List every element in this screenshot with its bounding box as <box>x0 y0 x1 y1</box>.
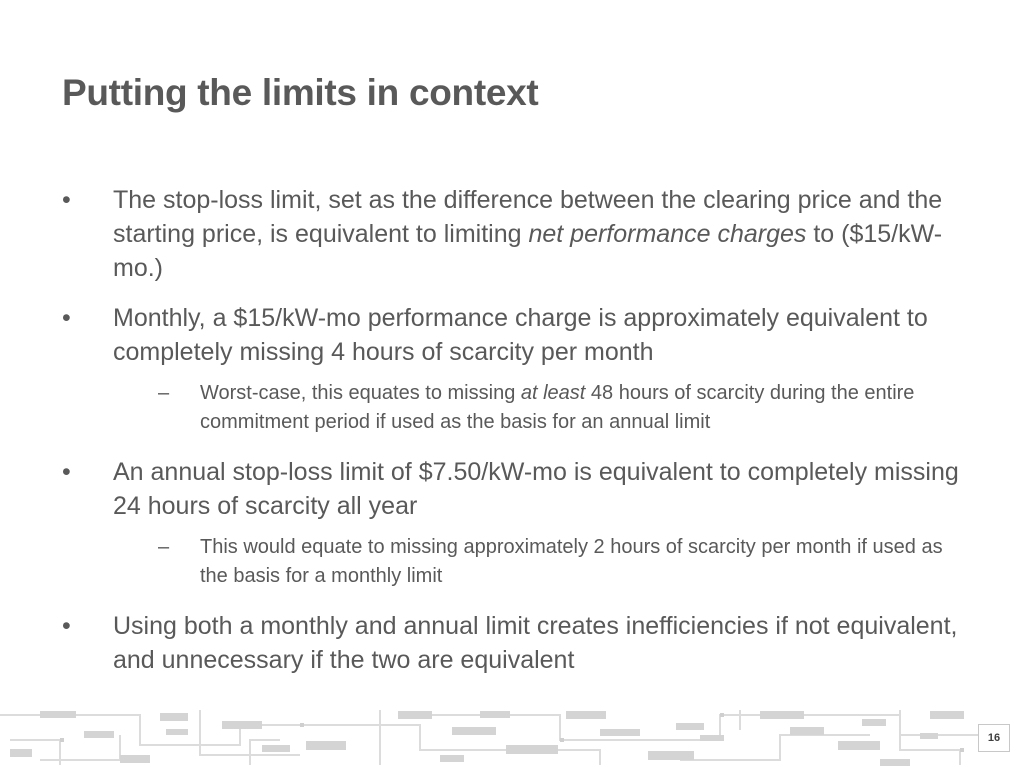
sub-bullet-text-end: 48 hours of scarcity during the entire commitment period if used as the basis for an annual limit <box>200 382 915 433</box>
sub-bullet-text: Worst-case, this equates to missing <box>200 382 521 404</box>
bullet-item-4 <box>62 609 962 677</box>
sub-bullet-text: This would equate to missing approximately 2 hours of scarcity per month if used as the basis for a monthly limit <box>200 536 943 587</box>
bullet-list <box>62 183 962 693</box>
bullet-mark: • <box>62 304 71 332</box>
bullet-item-3 <box>62 455 962 523</box>
bullet-text: Using both a monthly and annual limit creates inefficiencies if not equivalent, and unnecessary if the two are equivalent <box>113 612 958 674</box>
circuit-board-pattern-icon <box>0 705 1024 768</box>
bullet-item-2 <box>62 301 962 369</box>
bullet-mark: • <box>62 458 71 486</box>
bullet-text-end: to ($15/kW-mo.) <box>113 220 943 282</box>
bullet-text: Monthly, a $15/kW-mo performance charge is approximately equivalent to completely missing 4 hours of scarcity per month <box>113 304 928 366</box>
sub-bullet-mark: – <box>158 382 170 404</box>
bullet-emphasis: net performance charges <box>528 220 807 248</box>
bullet-text: The stop-loss limit, set as the difference between the clearing price and the starting price, is equivalent to limiting <box>113 186 943 248</box>
bullet-item-1 <box>62 183 962 285</box>
page-number: 16 <box>978 724 1010 752</box>
sub-bullet-item-2 <box>158 379 962 437</box>
bullet-mark: • <box>62 186 71 214</box>
sub-bullet-mark: – <box>158 536 170 558</box>
slide-title: Putting the limits in context <box>62 72 539 113</box>
sub-bullet-emphasis: at least <box>520 382 586 404</box>
bullet-text: An annual stop-loss limit of $7.50/kW-mo is equivalent to completely missing 24 hours of scarcity all year <box>113 458 959 520</box>
sub-bullet-item-3 <box>158 533 962 591</box>
bullet-mark: • <box>62 612 71 640</box>
